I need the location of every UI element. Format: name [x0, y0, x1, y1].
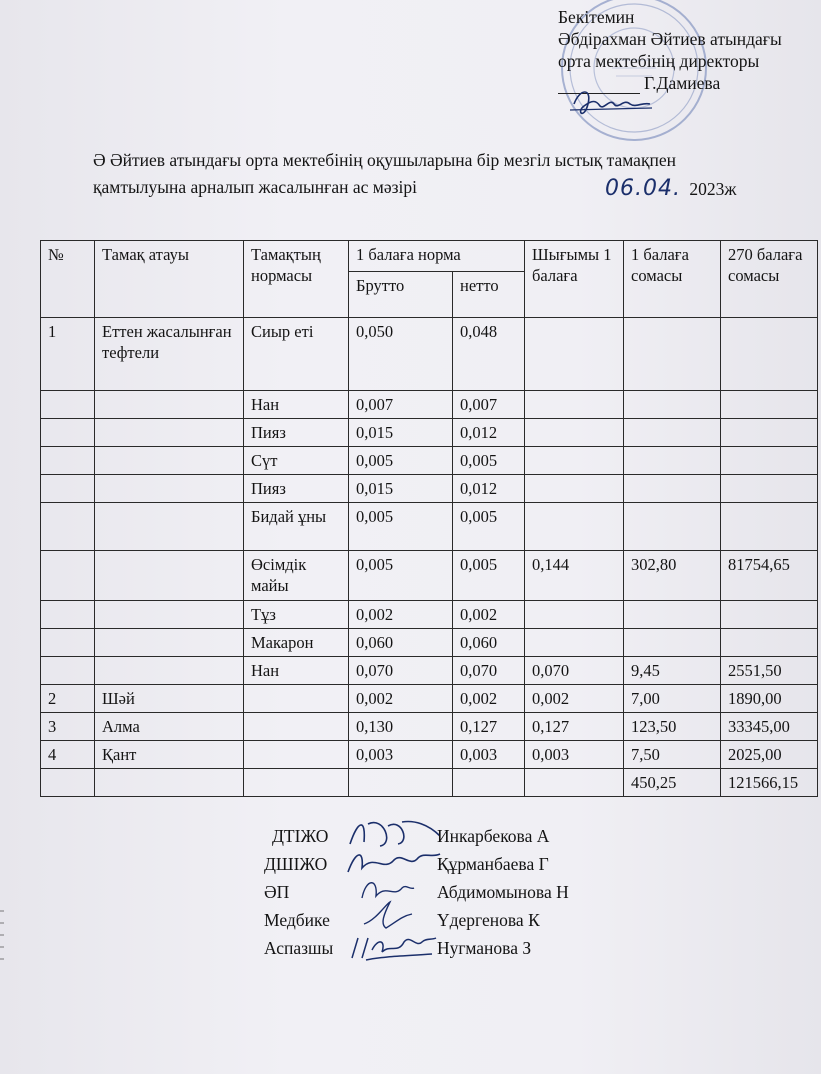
cost-270-children [721, 419, 818, 447]
handwritten-signature [346, 926, 438, 964]
signer-role: Медбике [264, 910, 330, 930]
row-number: 3 [41, 713, 95, 741]
approval-block [558, 6, 782, 94]
ingredient [244, 741, 349, 769]
header-row [41, 241, 818, 272]
signer-role: ӘП [264, 882, 290, 902]
output-value [525, 475, 624, 503]
ingredient: Сүт [244, 447, 349, 475]
signer-name: Үдергенова К [437, 910, 540, 930]
row-number: 4 [41, 741, 95, 769]
dish-name [95, 629, 244, 657]
signer-role: ДТІЖО [272, 826, 329, 846]
brutto-value: 0,060 [349, 629, 453, 657]
date-handwritten: 06.04. [605, 176, 681, 201]
cost-one-child [624, 447, 721, 475]
ingredient: Бидай ұны [244, 503, 349, 551]
output-value: 0,144 [525, 551, 624, 601]
approval-line-2: Әбдірахман Әйтиев атындағы [558, 29, 782, 49]
dish-name [95, 447, 244, 475]
cost-one-child: 9,45 [624, 657, 721, 685]
netto-value: 0,005 [453, 551, 525, 601]
row-number [41, 447, 95, 475]
table-row [41, 657, 818, 685]
ingredient: Пияз [244, 419, 349, 447]
cost-270-children [721, 475, 818, 503]
paper-edge-marks [0, 905, 6, 965]
dish-name [95, 551, 244, 601]
signer-name: Абдимомынова Н [437, 882, 569, 902]
row-number [41, 551, 95, 601]
ingredient: Макарон [244, 629, 349, 657]
signer-name: Құрманбаева Г [437, 854, 549, 874]
cost-270-children [721, 503, 818, 551]
table-row [41, 713, 818, 741]
brutto-value: 0,002 [349, 685, 453, 713]
row-number: 2 [41, 685, 95, 713]
cost-one-child [624, 391, 721, 419]
brutto-value: 0,002 [349, 601, 453, 629]
output-value: 0,003 [525, 741, 624, 769]
output-value [525, 629, 624, 657]
table-row [41, 551, 818, 601]
cost-one-child [624, 475, 721, 503]
netto-value: 0,070 [453, 657, 525, 685]
row-number [41, 503, 95, 551]
table-row [41, 391, 818, 419]
table-row [41, 685, 818, 713]
header-no: № [41, 241, 95, 318]
cost-one-child: 7,50 [624, 741, 721, 769]
row-number [41, 601, 95, 629]
table-row [41, 601, 818, 629]
output-value: 0,070 [525, 657, 624, 685]
netto-value: 0,002 [453, 601, 525, 629]
brutto-value: 0,050 [349, 318, 453, 391]
ingredient [244, 769, 349, 797]
cost-one-child [624, 629, 721, 657]
ingredient: Тұз [244, 601, 349, 629]
netto-value: 0,048 [453, 318, 525, 391]
ingredient: Нан [244, 657, 349, 685]
brutto-value: 0,015 [349, 475, 453, 503]
header-norm: Тамақтың нормасы [244, 241, 349, 318]
header-per-child: 1 балаға норма [349, 241, 525, 272]
row-number [41, 419, 95, 447]
row-number [41, 475, 95, 503]
dish-name [95, 419, 244, 447]
table-row [41, 447, 818, 475]
header-netto: нетто [453, 272, 525, 318]
table-row [41, 629, 818, 657]
netto-value: 0,007 [453, 391, 525, 419]
dish-name: Еттен жасалынған тефтели [95, 318, 244, 391]
title-line-1: Ә Әйтиев атындағы орта мектебінің оқушыларына бір мезгіл ыстық тамақпен [93, 150, 676, 170]
netto-value: 0,005 [453, 447, 525, 475]
output-value [525, 391, 624, 419]
output-value: 0,127 [525, 713, 624, 741]
brutto-value [349, 769, 453, 797]
output-value [525, 419, 624, 447]
output-value [525, 503, 624, 551]
ingredient: Сиыр еті [244, 318, 349, 391]
cost-one-child [624, 601, 721, 629]
cost-270-children: 81754,65 [721, 551, 818, 601]
brutto-value: 0,015 [349, 419, 453, 447]
dish-name [95, 769, 244, 797]
table-row [41, 503, 818, 551]
netto-value: 0,127 [453, 713, 525, 741]
signer-name: Инкарбекова А [437, 826, 550, 846]
cost-one-child: 302,80 [624, 551, 721, 601]
dish-name: Шәй [95, 685, 244, 713]
row-number [41, 391, 95, 419]
output-value: 0,002 [525, 685, 624, 713]
row-number: 1 [41, 318, 95, 391]
dish-name: Қант [95, 741, 244, 769]
netto-value: 0,060 [453, 629, 525, 657]
cost-one-child: 123,50 [624, 713, 721, 741]
output-value [525, 601, 624, 629]
netto-value: 0,012 [453, 419, 525, 447]
ingredient [244, 685, 349, 713]
brutto-value: 0,005 [349, 447, 453, 475]
table-row [41, 741, 818, 769]
dish-name [95, 657, 244, 685]
cost-270-children: 33345,00 [721, 713, 818, 741]
header-brutto: Брутто [349, 272, 453, 318]
cost-one-child [624, 503, 721, 551]
approval-line-1: Бекітемин [558, 7, 635, 27]
director-name: Г.Дамиева [644, 73, 721, 93]
dish-name [95, 475, 244, 503]
netto-value: 0,012 [453, 475, 525, 503]
header-cost-one: 1 балаға сомасы [624, 241, 721, 318]
date-year: 2023ж [689, 179, 737, 199]
cost-270-children [721, 601, 818, 629]
ingredient [244, 713, 349, 741]
cost-270-children [721, 318, 818, 391]
dish-name [95, 391, 244, 419]
cost-one-child: 450,25 [624, 769, 721, 797]
output-value [525, 447, 624, 475]
menu-table [40, 240, 818, 797]
menu-date [605, 176, 736, 201]
dish-name [95, 503, 244, 551]
cost-270-children: 121566,15 [721, 769, 818, 797]
header-output: Шығымы 1 балаға [525, 241, 624, 318]
brutto-value: 0,003 [349, 741, 453, 769]
dish-name [95, 601, 244, 629]
ingredient: Пияз [244, 475, 349, 503]
brutto-value: 0,007 [349, 391, 453, 419]
cost-270-children: 2025,00 [721, 741, 818, 769]
brutto-value: 0,005 [349, 551, 453, 601]
signer-role: Аспазшы [264, 938, 334, 958]
netto-value: 0,002 [453, 685, 525, 713]
signer-name: Нугманова З [437, 938, 532, 958]
cost-one-child: 7,00 [624, 685, 721, 713]
brutto-value: 0,070 [349, 657, 453, 685]
cost-one-child [624, 318, 721, 391]
signer-role: ДШІЖО [264, 854, 328, 874]
approval-line-3: орта мектебінің директоры [558, 51, 760, 71]
output-value [525, 318, 624, 391]
ingredient: Өсімдік майы [244, 551, 349, 601]
table-row [41, 419, 818, 447]
table-row [41, 769, 818, 797]
table-row [41, 475, 818, 503]
dish-name: Алма [95, 713, 244, 741]
table-row [41, 318, 818, 391]
header-dish: Тамақ атауы [95, 241, 244, 318]
row-number [41, 657, 95, 685]
cost-270-children [721, 391, 818, 419]
director-signature [566, 82, 656, 118]
netto-value [453, 769, 525, 797]
netto-value: 0,005 [453, 503, 525, 551]
cost-270-children [721, 447, 818, 475]
brutto-value: 0,130 [349, 713, 453, 741]
cost-270-children [721, 629, 818, 657]
cost-270-children: 2551,50 [721, 657, 818, 685]
cost-270-children: 1890,00 [721, 685, 818, 713]
output-value [525, 769, 624, 797]
ingredient: Нан [244, 391, 349, 419]
header-cost-270: 270 балаға сомасы [721, 241, 818, 318]
netto-value: 0,003 [453, 741, 525, 769]
brutto-value: 0,005 [349, 503, 453, 551]
title-line-2: қамтылуына арналып жасалынған ас мәзірі [93, 177, 417, 197]
row-number [41, 769, 95, 797]
cost-one-child [624, 419, 721, 447]
row-number [41, 629, 95, 657]
